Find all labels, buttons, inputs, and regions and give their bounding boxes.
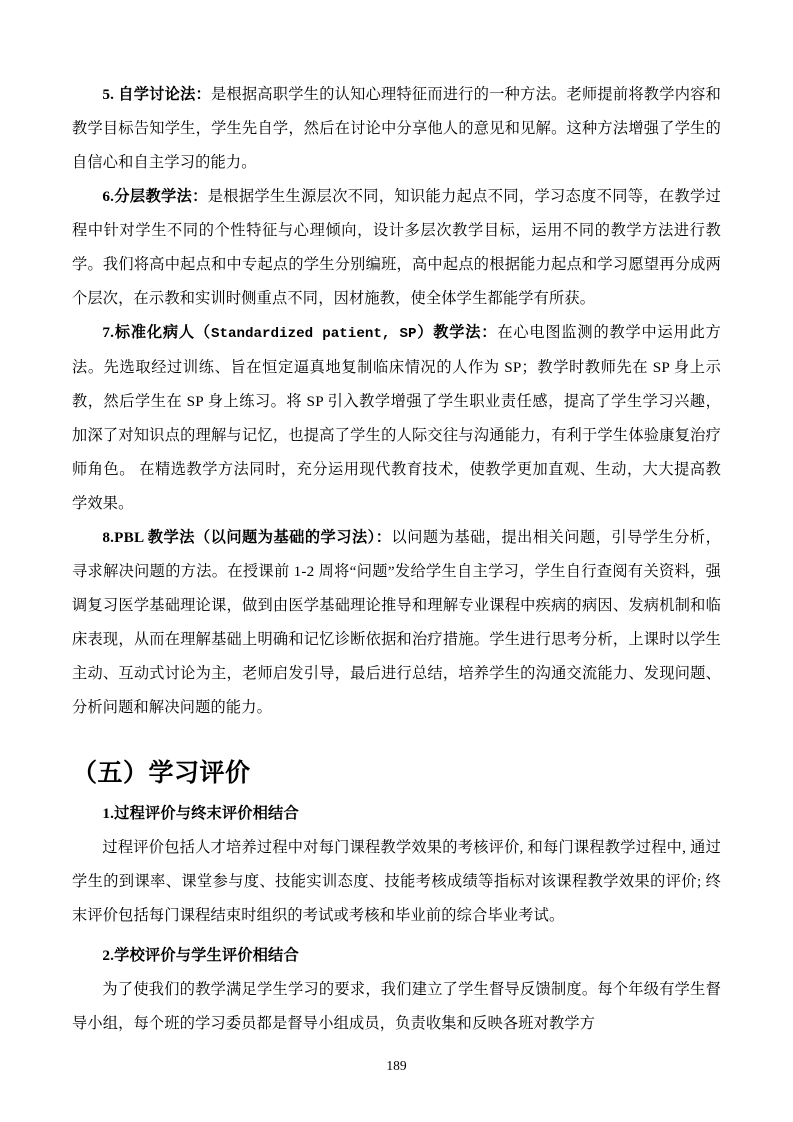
subsection-body-school-student-evaluation: 为了使我们的教学满足学生学习的要求，我们建立了学生督导反馈制度。每个年级有学生督导小组，每个班的学习委员都是督导小组成员，负责收集和反映各班对教学方 [72,981,721,1032]
paragraph-label: 6.分层教学法： [102,188,208,205]
paragraph-label: 5. 自学讨论法： [102,86,211,103]
paragraph-layered-teaching [72,180,721,316]
paragraph-label: 8.PBL 教学法（以问题为基础的学习法）： [102,529,392,546]
paragraph-pbl-teaching [72,521,721,725]
subsection-heading-school-student-evaluation: 2.学校评价与学生评价相结合 [102,947,299,964]
paragraph-label-term: Standardized patient, SP [210,326,417,342]
paragraph-text: 以问题为基础，提出相关问题，引导学生分析，寻求解决问题的方法。在授课前 1-2 周将“问题”发给学生自主学习，学生自行查阅有关资料，强调复习医学基础理论课，做到由医学基础理论推导和理解专业课程中疾病的病因、发病机制和临床表现，从而在理解基础上明确和记忆诊断依据和治疗措施。学生进行思考分析，上课时以学生主动、互动式讨论为主，老师启发引导，最后进行总结，培养学生的沟通交流能力、发现问题、分析问题和解决问题的能力。 [72,529,722,716]
paragraph-text: 是根据学生生源层次不同，知识能力起点不同，学习态度不同等，在教学过程中针对学生不同的个性特征与心理倾向，设计多层次教学目标，运用不同的教学方法进行教学。我们将高中起点和中专起点的学生分别编班，高中起点的根据能力起点和学习愿望再分成两个层次，在示教和实训时侧重点不同，因材施教，使全体学生都能学有所获。 [72,188,721,307]
subsection-body-process-evaluation: 过程评价包括人才培养过程中对每门课程教学效果的考核评价, 和每门课程教学过程中, 通过学生的到课率、课堂参与度、技能实训态度、技能考核成绩等指标对该课程教学效果的评价; 终末评价包括每门课程结束时组织的考试或考核和毕业前的综合毕业考试。 [72,839,721,924]
paragraph-text: 在心电图监测的教学中运用此方法。先选取经过训练、旨在恒定逼真地复制临床情况的人作为 SP；教学时教师先在 SP 身上示教，然后学生在 SP 身上练习。将 SP 引入教学增强了学生职业责任感，提高了学生学习兴趣，加深了对知识点的理解与记忆，也提高了学生的人际交往与沟通能力，有利于学生体验康复治疗师角色。 在精选教学方法同时，充分运用现代教育技术，使教学更加直观、生动，大大提高教学效果。 [72,324,721,512]
paragraph-label-pre: 7.标准化病人（ [102,324,211,341]
paragraph-self-study-discussion [72,78,721,180]
paragraph-label-post: ）教学法： [416,324,498,341]
paragraph-text: 是根据高职学生的认知心理特征而进行的一种方法。老师提前将教学内容和教学目标告知学生，学生先自学，然后在讨论中分享他人的意见和见解。这种方法增强了学生的自信心和自主学习的能力。 [72,86,721,171]
section-heading-learning-evaluation: （五）学习评价 [72,760,251,787]
subsection-heading-process-evaluation: 1.过程评价与终末评价相结合 [102,805,299,822]
page-number: 189 [386,1058,407,1073]
document-body [72,78,721,1041]
paragraph-standardized-patient [72,316,721,521]
